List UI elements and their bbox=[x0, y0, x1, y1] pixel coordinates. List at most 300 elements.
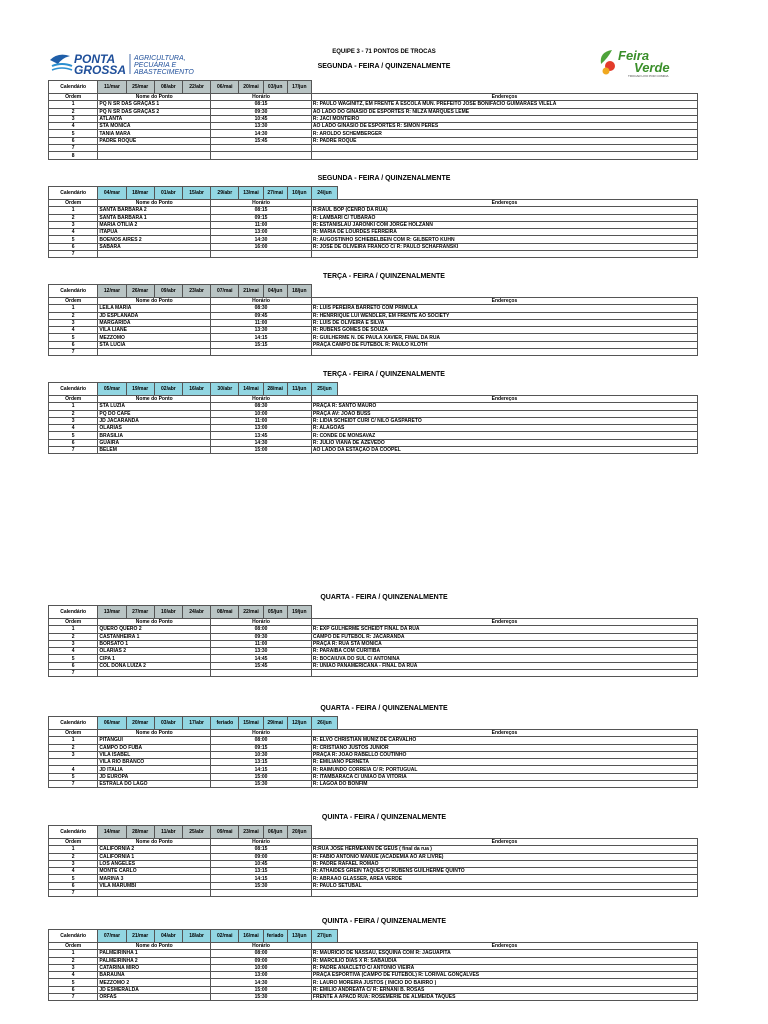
row-endereco: R: BOCAIUVA DO SUL C/ ANTONINA bbox=[311, 655, 697, 662]
calendar-spacer bbox=[338, 717, 698, 730]
column-header-row bbox=[49, 200, 698, 207]
svg-text:ABASTECIMENTO: ABASTECIMENTO bbox=[134, 69, 194, 76]
row-ordem: 4 bbox=[49, 648, 98, 655]
header-horario: Horário bbox=[211, 839, 312, 846]
row-ordem: 7 bbox=[49, 251, 98, 258]
calendar-date: 11/mar bbox=[98, 81, 126, 94]
row-endereco: R: PADRE ROQUE bbox=[311, 137, 697, 144]
row-nome-do-ponto: BOENOS AIRES 2 bbox=[98, 236, 211, 243]
table-row bbox=[49, 101, 698, 108]
row-horario: 13:15 bbox=[211, 868, 312, 875]
table-row bbox=[49, 439, 698, 446]
row-nome-do-ponto: PADRE ROQUE bbox=[98, 137, 211, 144]
calendar-date: 21/mar bbox=[126, 930, 154, 943]
row-ordem: 6 bbox=[49, 882, 98, 889]
row-endereco: AO LADO DA ESTAÇÃO DA COOPEL bbox=[311, 447, 697, 454]
svg-text:PONTA: PONTA bbox=[74, 52, 116, 66]
row-nome-do-ponto: LEILA MARIA bbox=[98, 305, 211, 312]
header-nome-do-ponto: Nome do Ponto bbox=[98, 619, 211, 626]
row-nome-do-ponto: STA LUCIA bbox=[98, 341, 211, 348]
row-horario: 08:00 bbox=[211, 737, 312, 744]
row-endereco: R: MARIA DE LOURDES FERREIRA bbox=[311, 229, 697, 236]
row-ordem: 1 bbox=[49, 846, 98, 853]
row-endereco bbox=[311, 251, 697, 258]
row-horario: 09:00 bbox=[211, 957, 312, 964]
calendar-date: 25/mar bbox=[126, 81, 154, 94]
calendar-spacer bbox=[338, 285, 698, 298]
row-endereco: R: JOSE DE OLIVEIRA FRANCO C/ R: PAULO SCHAFRANSKI bbox=[311, 243, 697, 250]
table-row bbox=[49, 312, 698, 319]
row-endereco: R: PARAIBA COM CURITIBA bbox=[311, 648, 697, 655]
row-horario: 09:15 bbox=[211, 744, 312, 751]
svg-text:Feira: Feira bbox=[618, 48, 650, 63]
row-horario: 08:00 bbox=[211, 950, 312, 957]
row-horario: 11:00 bbox=[211, 319, 312, 326]
calendar-date: 15/abr bbox=[182, 187, 210, 200]
row-ordem: 4 bbox=[49, 425, 98, 432]
row-endereco: AO LADO DO GINASIO DE ESPORTES R: NILZA MARQUES LEME bbox=[311, 108, 697, 115]
row-horario: 11:00 bbox=[211, 417, 312, 424]
calendar-date: 07/mar bbox=[98, 930, 126, 943]
calendar-date: 07/mai bbox=[211, 285, 239, 298]
row-ordem: 2 bbox=[49, 853, 98, 860]
row-endereco: R: AUGOSTINHO SCHIEBELBEIN COM R: GILBERTO KUHN bbox=[311, 236, 697, 243]
column-header-row bbox=[49, 730, 698, 737]
row-horario: 13:45 bbox=[211, 432, 312, 439]
row-nome-do-ponto: CIPA 1 bbox=[98, 655, 211, 662]
calendar-label: Calendário bbox=[49, 930, 98, 943]
calendar-date: 23/mai bbox=[239, 826, 263, 839]
row-horario: 08:15 bbox=[211, 846, 312, 853]
calendar-date: 26/jun bbox=[311, 717, 337, 730]
row-endereco: R: PAULO WAGINITZ, EM FRENTE A ESCOLA MUN. PREFEITO JOSE BONIFACIO GUIMARAES VILELA bbox=[311, 101, 697, 108]
row-nome-do-ponto bbox=[98, 251, 211, 258]
calendar-date: 03/abr bbox=[154, 717, 182, 730]
row-nome-do-ponto: BRASILIA bbox=[98, 432, 211, 439]
row-ordem: 6 bbox=[49, 662, 98, 669]
table-row bbox=[49, 890, 698, 897]
section-title: SEGUNDA - FEIRA / QUINZENALMENTE bbox=[317, 175, 451, 182]
calendar-date: 04/abr bbox=[154, 930, 182, 943]
row-ordem bbox=[49, 759, 98, 766]
row-nome-do-ponto: JD ITALIA bbox=[98, 766, 211, 773]
header-enderecos: Endereços bbox=[311, 730, 697, 737]
row-endereco: R: LAGOA DO BONFIM bbox=[311, 781, 697, 788]
calendar-label: Calendário bbox=[49, 81, 98, 94]
row-horario bbox=[211, 670, 312, 677]
row-nome-do-ponto: TANIA MARA bbox=[98, 130, 211, 137]
row-horario: 14:15 bbox=[211, 875, 312, 882]
table-row bbox=[49, 425, 698, 432]
svg-text:GROSSA: GROSSA bbox=[74, 63, 127, 77]
row-endereco: R: JULIO VIANA DE AZEVEDO bbox=[311, 439, 697, 446]
row-nome-do-ponto: CASTANHEIRA 1 bbox=[98, 633, 211, 640]
table-row bbox=[49, 236, 698, 243]
row-ordem: 7 bbox=[49, 994, 98, 1001]
row-nome-do-ponto: BELEM bbox=[98, 447, 211, 454]
row-ordem: 2 bbox=[49, 312, 98, 319]
row-endereco: R: RAIMUNDO CORREIA C/ R: PORTUGUAL bbox=[311, 766, 697, 773]
table-row bbox=[49, 846, 698, 853]
table-row bbox=[49, 123, 698, 130]
row-ordem: 2 bbox=[49, 108, 98, 115]
row-ordem: 3 bbox=[49, 417, 98, 424]
calendar-row bbox=[49, 606, 698, 619]
row-nome-do-ponto: COL DONA LUIZA 2 bbox=[98, 662, 211, 669]
row-endereco: R: CRISTIANO JUSTOS JUNIOR bbox=[311, 744, 697, 751]
row-ordem: 7 bbox=[49, 781, 98, 788]
row-ordem: 6 bbox=[49, 439, 98, 446]
row-horario: 10:00 bbox=[211, 410, 312, 417]
row-nome-do-ponto: MARINA 3 bbox=[98, 875, 211, 882]
calendar-date: 04/mar bbox=[98, 187, 126, 200]
row-ordem: 5 bbox=[49, 334, 98, 341]
row-endereco: PRAÇA R: JOAO RABELLO COUTINHO bbox=[311, 751, 697, 758]
row-nome-do-ponto: MEZZOMO 2 bbox=[98, 979, 211, 986]
row-endereco: PRAÇA ESPORTIVA (CAMPO DE FUTEBOL) R: LORIVAL GONÇALVES bbox=[311, 972, 697, 979]
table-row bbox=[49, 341, 698, 348]
row-horario: 09:30 bbox=[211, 633, 312, 640]
row-endereco: R: RUBENS GOMES DE SOUZA bbox=[311, 327, 697, 334]
calendar-row bbox=[49, 285, 698, 298]
section-title: QUINTA - FEIRA / QUINZENALMENTE bbox=[321, 814, 447, 821]
calendar-date: 19/mar bbox=[126, 383, 154, 396]
header-nome-do-ponto: Nome do Ponto bbox=[98, 730, 211, 737]
row-nome-do-ponto: LOS ANGELES bbox=[98, 860, 211, 867]
column-header-row bbox=[49, 94, 698, 101]
row-endereco: R: GUILHERME N. DE PAULA XAVIER, FINAL DA RUA bbox=[311, 334, 697, 341]
row-nome-do-ponto: ITAPUA bbox=[98, 229, 211, 236]
table-row bbox=[49, 875, 698, 882]
table-row bbox=[49, 145, 698, 152]
row-nome-do-ponto: PALMEIRINHA 2 bbox=[98, 957, 211, 964]
header-horario: Horário bbox=[211, 730, 312, 737]
row-horario: 13:30 bbox=[211, 123, 312, 130]
row-nome-do-ponto: JD ESPLANADA bbox=[98, 312, 211, 319]
row-endereco: FRENTE A APACD RUA: ROSEMERIE DE ALMEIDA TAQUES bbox=[311, 994, 697, 1001]
row-nome-do-ponto: STA LUZIA bbox=[98, 403, 211, 410]
row-nome-do-ponto: ORFAS bbox=[98, 994, 211, 1001]
row-ordem: 1 bbox=[49, 626, 98, 633]
table-row bbox=[49, 882, 698, 889]
row-horario: 09:45 bbox=[211, 312, 312, 319]
calendar-date: 22/mai bbox=[239, 606, 263, 619]
calendar-row bbox=[49, 930, 698, 943]
row-nome-do-ponto: CALIFORNIA 1 bbox=[98, 853, 211, 860]
header-nome-do-ponto: Nome do Ponto bbox=[98, 396, 211, 403]
row-horario: 11:00 bbox=[211, 221, 312, 228]
table-row bbox=[49, 744, 698, 751]
column-header-row bbox=[49, 943, 698, 950]
document-day-title: SEGUNDA - FEIRA / QUINZENALMENTE bbox=[317, 63, 451, 70]
calendar-date: 24/abr bbox=[182, 606, 210, 619]
section-title: TERÇA - FEIRA / QUINZENALMENTE bbox=[323, 371, 445, 378]
row-endereco: R: HENRRIQUE LUI WENDLER, EM FRENTE AO SOCIETY bbox=[311, 312, 697, 319]
calendar-date: 17/jun bbox=[287, 81, 311, 94]
row-nome-do-ponto: MARIA OTILIA 2 bbox=[98, 221, 211, 228]
row-ordem: 5 bbox=[49, 875, 98, 882]
header-nome-do-ponto: Nome do Ponto bbox=[98, 200, 211, 207]
calendar-date: feriado bbox=[263, 930, 287, 943]
calendar-date: 09/mai bbox=[211, 826, 239, 839]
header-nome-do-ponto: Nome do Ponto bbox=[98, 839, 211, 846]
calendar-date: 27/mar bbox=[126, 606, 154, 619]
header-ordem: Ordem bbox=[49, 298, 98, 305]
row-horario: 15:45 bbox=[211, 662, 312, 669]
column-header-row bbox=[49, 396, 698, 403]
row-ordem: 4 bbox=[49, 868, 98, 875]
row-horario: 10:45 bbox=[211, 860, 312, 867]
row-horario: 13:15 bbox=[211, 759, 312, 766]
row-ordem: 5 bbox=[49, 655, 98, 662]
row-nome-do-ponto: BORSATO 1 bbox=[98, 640, 211, 647]
column-header-row bbox=[49, 298, 698, 305]
row-ordem: 5 bbox=[49, 236, 98, 243]
calendar-row bbox=[49, 826, 698, 839]
row-ordem: 4 bbox=[49, 327, 98, 334]
table-row bbox=[49, 662, 698, 669]
calendar-date: 15/mai bbox=[239, 717, 263, 730]
row-nome-do-ponto: OLARIAS 2 bbox=[98, 648, 211, 655]
row-endereco: AO LADO GINASIO DE ESPORTES R: SIMON PERES bbox=[311, 123, 697, 130]
row-horario: 08:15 bbox=[211, 207, 312, 214]
header-enderecos: Endereços bbox=[311, 298, 697, 305]
table-row bbox=[49, 781, 698, 788]
row-endereco: R: LIDIA SCHEIDT CURI C/ NILO GASPARETO bbox=[311, 417, 697, 424]
calendar-empty-slot bbox=[311, 81, 337, 94]
row-nome-do-ponto: PQ N SR DAS GRAÇAS 1 bbox=[98, 101, 211, 108]
row-ordem: 2 bbox=[49, 214, 98, 221]
calendar-date: 06/jun bbox=[263, 826, 287, 839]
row-ordem: 5 bbox=[49, 979, 98, 986]
calendar-date: 16/abr bbox=[182, 383, 210, 396]
table-row bbox=[49, 626, 698, 633]
header-enderecos: Endereços bbox=[311, 943, 697, 950]
table-row bbox=[49, 243, 698, 250]
row-nome-do-ponto: CATARINA MIRO bbox=[98, 964, 211, 971]
row-horario bbox=[211, 349, 312, 356]
row-endereco: R: MARCILIO DIAS X R: SABAUDIA bbox=[311, 957, 697, 964]
table-row bbox=[49, 221, 698, 228]
calendar-empty-slot bbox=[311, 285, 337, 298]
table-row bbox=[49, 130, 698, 137]
row-ordem: 5 bbox=[49, 130, 98, 137]
calendar-date: 20/mar bbox=[126, 717, 154, 730]
calendar-date: 06/mar bbox=[98, 717, 126, 730]
calendar-date: 06/mai bbox=[211, 81, 239, 94]
calendar-date: 18/mar bbox=[126, 187, 154, 200]
row-nome-do-ponto: VILA ISABEL bbox=[98, 751, 211, 758]
row-horario: 15:00 bbox=[211, 773, 312, 780]
row-horario bbox=[211, 251, 312, 258]
table-row bbox=[49, 432, 698, 439]
schedule-table bbox=[48, 186, 698, 258]
row-nome-do-ponto: VILA LIANE bbox=[98, 327, 211, 334]
calendar-date: 04/jun bbox=[263, 285, 287, 298]
schedule-table bbox=[48, 284, 698, 356]
row-horario: 09:30 bbox=[211, 108, 312, 115]
row-nome-do-ponto: JD JACARANDA bbox=[98, 417, 211, 424]
row-endereco: R: JACI MONTEIRO bbox=[311, 115, 697, 122]
row-nome-do-ponto: QUERO QUERO 2 bbox=[98, 626, 211, 633]
row-endereco: R:RUA JOSE HERMEANN DE GEUS ( final da rua ) bbox=[311, 846, 697, 853]
row-horario: 13:30 bbox=[211, 648, 312, 655]
row-horario: 14:45 bbox=[211, 655, 312, 662]
table-row bbox=[49, 410, 698, 417]
table-row bbox=[49, 759, 698, 766]
svg-text:AGRICULTURA,: AGRICULTURA, bbox=[134, 55, 186, 62]
row-ordem: 1 bbox=[49, 305, 98, 312]
calendar-date: 27/jun bbox=[311, 930, 337, 943]
table-row bbox=[49, 447, 698, 454]
row-ordem: 3 bbox=[49, 964, 98, 971]
row-horario bbox=[211, 145, 312, 152]
table-row bbox=[49, 773, 698, 780]
calendar-row bbox=[49, 187, 698, 200]
table-row bbox=[49, 115, 698, 122]
row-endereco: R: LAURO MOREIRA JUSTOS ( INICIO DO BAIRRO ) bbox=[311, 979, 697, 986]
header-enderecos: Endereços bbox=[311, 396, 697, 403]
row-endereco bbox=[311, 145, 697, 152]
calendar-date: 26/mar bbox=[126, 285, 154, 298]
row-endereco: R: AROLDO SCHEMBERGER bbox=[311, 130, 697, 137]
calendar-label: Calendário bbox=[49, 826, 98, 839]
row-horario: 10:45 bbox=[211, 115, 312, 122]
table-row bbox=[49, 251, 698, 258]
calendar-date: 10/jun bbox=[287, 187, 311, 200]
calendar-date: 13/mar bbox=[98, 606, 126, 619]
calendar-date: 20/mai bbox=[239, 81, 263, 94]
row-nome-do-ponto: ATLANTA bbox=[98, 115, 211, 122]
svg-text:PECUÁRIA E: PECUÁRIA E bbox=[134, 62, 177, 69]
row-nome-do-ponto: BARAUNA bbox=[98, 972, 211, 979]
row-ordem: 2 bbox=[49, 410, 98, 417]
row-nome-do-ponto: PQ N SR DAS GRAÇAS 2 bbox=[98, 108, 211, 115]
row-horario: 08:15 bbox=[211, 101, 312, 108]
row-nome-do-ponto: STA MONICA bbox=[98, 123, 211, 130]
header-ordem: Ordem bbox=[49, 730, 98, 737]
row-ordem: 1 bbox=[49, 101, 98, 108]
table-row bbox=[49, 670, 698, 677]
row-horario: 15:15 bbox=[211, 341, 312, 348]
row-horario: 15:00 bbox=[211, 447, 312, 454]
header-nome-do-ponto: Nome do Ponto bbox=[98, 943, 211, 950]
row-nome-do-ponto: OLARIAS bbox=[98, 425, 211, 432]
row-endereco: R: EXP GULHERME SCHEIDT FINAL DA RUA bbox=[311, 626, 697, 633]
table-row bbox=[49, 334, 698, 341]
header-horario: Horário bbox=[211, 94, 312, 101]
row-horario bbox=[211, 890, 312, 897]
row-horario: 11:00 bbox=[211, 640, 312, 647]
calendar-empty-slot bbox=[311, 826, 337, 839]
calendar-date: 19/jun bbox=[287, 606, 311, 619]
row-nome-do-ponto bbox=[98, 145, 211, 152]
calendar-row bbox=[49, 81, 698, 94]
calendar-spacer bbox=[338, 606, 698, 619]
row-horario: 14:30 bbox=[211, 979, 312, 986]
row-endereco bbox=[311, 890, 697, 897]
row-horario: 13:00 bbox=[211, 972, 312, 979]
calendar-label: Calendário bbox=[49, 383, 98, 396]
calendar-date: 03/jun bbox=[263, 81, 287, 94]
row-endereco: R: ESTANISLAU JARONKI COM JORGE HOLZANN bbox=[311, 221, 697, 228]
row-nome-do-ponto: JD ESMERALDA bbox=[98, 986, 211, 993]
header-enderecos: Endereços bbox=[311, 200, 697, 207]
calendar-date: 10/abr bbox=[154, 606, 182, 619]
table-row bbox=[49, 214, 698, 221]
row-endereco bbox=[311, 670, 697, 677]
calendar-date: 30/abr bbox=[211, 383, 239, 396]
table-row bbox=[49, 327, 698, 334]
row-nome-do-ponto: MEZZOMO bbox=[98, 334, 211, 341]
row-horario: 15:30 bbox=[211, 882, 312, 889]
header-horario: Horário bbox=[211, 943, 312, 950]
calendar-date: 13/jun bbox=[287, 930, 311, 943]
row-ordem: 6 bbox=[49, 137, 98, 144]
table-row bbox=[49, 860, 698, 867]
row-nome-do-ponto bbox=[98, 349, 211, 356]
calendar-label: Calendário bbox=[49, 285, 98, 298]
table-row bbox=[49, 207, 698, 214]
row-ordem: 7 bbox=[49, 145, 98, 152]
row-endereco: R: PADRE RAFAEL ROMAO bbox=[311, 860, 697, 867]
calendar-date: feriado bbox=[211, 717, 239, 730]
row-nome-do-ponto bbox=[98, 890, 211, 897]
table-row bbox=[49, 108, 698, 115]
row-endereco: PRAÇA R: SANTO MAURO bbox=[311, 403, 697, 410]
column-header-row bbox=[49, 839, 698, 846]
schedule-table bbox=[48, 382, 698, 454]
calendar-date: 20/jun bbox=[287, 826, 311, 839]
row-horario: 16:00 bbox=[211, 243, 312, 250]
row-ordem: 1 bbox=[49, 207, 98, 214]
calendar-spacer bbox=[338, 81, 698, 94]
calendar-date: 11/jun bbox=[287, 383, 311, 396]
calendar-row bbox=[49, 383, 698, 396]
calendar-date: 29/abr bbox=[211, 187, 239, 200]
row-nome-do-ponto: SANTA BARBARA 1 bbox=[98, 214, 211, 221]
row-endereco: R: ITAMBARACA C/ UNIAO DA VITORIA bbox=[311, 773, 697, 780]
row-horario: 14:30 bbox=[211, 439, 312, 446]
calendar-date: 21/mai bbox=[239, 285, 263, 298]
row-nome-do-ponto: MARGARIDA bbox=[98, 319, 211, 326]
header-enderecos: Endereços bbox=[311, 839, 697, 846]
table-row bbox=[49, 655, 698, 662]
row-endereco bbox=[311, 349, 697, 356]
table-row bbox=[49, 986, 698, 993]
row-horario: 15:45 bbox=[211, 137, 312, 144]
row-horario bbox=[211, 152, 312, 159]
calendar-label: Calendário bbox=[49, 187, 98, 200]
row-horario: 13:00 bbox=[211, 229, 312, 236]
calendar-date: 23/abr bbox=[182, 285, 210, 298]
row-nome-do-ponto: SANTA BARBARA 2 bbox=[98, 207, 211, 214]
row-ordem: 3 bbox=[49, 319, 98, 326]
row-endereco: R: FABIO ANTONIO MANUE (ACADEMIA AO AR LIVRE) bbox=[311, 853, 697, 860]
header-enderecos: Endereços bbox=[311, 94, 697, 101]
calendar-spacer bbox=[338, 383, 698, 396]
row-endereco: PRAÇA CAMPO DE FUTEBOL R: PAULO KLOTH bbox=[311, 341, 697, 348]
header-enderecos: Endereços bbox=[311, 619, 697, 626]
header-horario: Horário bbox=[211, 396, 312, 403]
table-row bbox=[49, 417, 698, 424]
row-horario: 14:15 bbox=[211, 766, 312, 773]
calendar-date: 02/mai bbox=[211, 930, 239, 943]
row-nome-do-ponto: VILA RIO BRANCO bbox=[98, 759, 211, 766]
row-endereco: R: ELVO CHRISTIAN MUNIZ DE CARVALHO bbox=[311, 737, 697, 744]
row-ordem: 7 bbox=[49, 349, 98, 356]
row-endereco: R: UNIAO PANAMERICANA - FINAL DA RUA bbox=[311, 662, 697, 669]
